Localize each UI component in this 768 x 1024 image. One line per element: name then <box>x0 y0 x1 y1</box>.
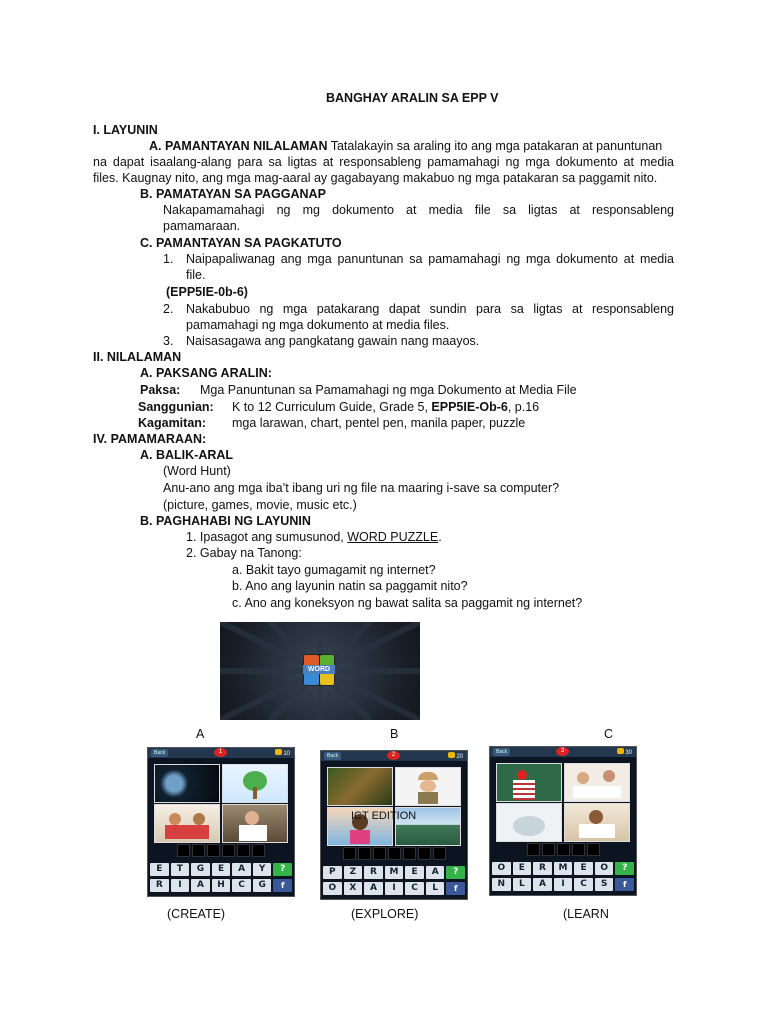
picture-brain <box>496 803 562 842</box>
hint-key: ? <box>273 863 292 876</box>
list-item-3: Naisasagawa ang pangkatang gawain nang maayos. <box>186 334 480 348</box>
letter-key: A <box>191 879 210 892</box>
balik-aral-question: Anu-ano ang mga iba’t ibang uri ng file na maaring i-save sa computer? <box>163 481 560 495</box>
picture-explorer <box>395 767 461 806</box>
objective-c-label: C. PAMANTAYAN SA PAGKATUTO <box>140 236 342 250</box>
game-screenshot-b <box>320 750 468 900</box>
list-number: 1. <box>163 252 174 266</box>
letter-key: M <box>385 866 404 879</box>
coin-counter <box>448 752 463 761</box>
facebook-key: f <box>615 878 634 891</box>
letter-key: R <box>364 866 383 879</box>
letter-key: H <box>212 879 231 892</box>
letter-key: M <box>554 862 573 875</box>
letter-key: E <box>405 866 424 879</box>
letter-key: I <box>554 878 573 891</box>
letter-key: T <box>171 863 190 876</box>
answer-slots <box>148 844 294 857</box>
document-title: BANGHAY ARALIN SA EPP V <box>326 91 499 105</box>
hint-key: ? <box>615 862 634 875</box>
letter-key: E <box>150 863 169 876</box>
letter-key: C <box>232 879 251 892</box>
question-a: a. Bakit tayo gumagamit ng internet? <box>232 563 436 577</box>
coin-value: 20 <box>456 754 463 760</box>
level-badge: 3 <box>556 747 569 756</box>
letter-key: R <box>533 862 552 875</box>
picture-kids-study <box>154 804 220 843</box>
picture-forest <box>327 767 393 806</box>
facebook-key: f <box>273 879 292 892</box>
word-hunt-text: (Word Hunt) <box>163 464 231 478</box>
picture-network-tree <box>222 764 288 803</box>
letter-key: E <box>212 863 231 876</box>
section-2-heading: II. NILALAMAN <box>93 350 182 364</box>
letter-key: I <box>385 882 404 895</box>
back-button: Back <box>324 752 341 760</box>
step-2: 2. Gabay na Tanong: <box>186 546 302 560</box>
list-number: 3. <box>163 334 174 348</box>
objective-a-label: A. PAMANTAYAN NILALAMAN <box>149 139 328 153</box>
letter-key: G <box>191 863 210 876</box>
competency-code: (EPP5IE-0b-6) <box>166 285 248 299</box>
objective-a-text: Tatalakayin sa araling ito ang mga patakaran at panuntunan <box>330 139 663 153</box>
letter-key: C <box>405 882 424 895</box>
step-1-period: . <box>438 530 442 544</box>
letter-row-2 <box>323 882 465 895</box>
balik-aral-label: A. BALIK-ARAL <box>140 448 234 462</box>
coin-value: 30 <box>625 750 632 756</box>
list-item-2: Nakabubuo ng mga patakarang dapat sundin para sa ligtas at responsableng <box>186 302 674 316</box>
label-b: B <box>390 727 399 741</box>
coin-counter <box>275 749 290 758</box>
back-button: Back <box>493 748 510 756</box>
picture-man-laptop <box>222 804 288 843</box>
letter-row-1 <box>150 863 292 876</box>
answer-slots <box>321 847 467 860</box>
paksa-value: Mga Panuntunan sa Pamamahagi ng mga Dokumento at Media File <box>200 383 577 397</box>
label-a: A <box>196 727 205 741</box>
list-item-1: Naipapaliwanag ang mga panuntunan sa pamamahagi ng mga dokumento at media <box>186 252 674 266</box>
game-screenshot-a <box>147 747 295 897</box>
sanggunian-value <box>232 399 539 415</box>
letter-key: I <box>171 879 190 892</box>
kagamitan-value: mga larawan, chart, pentel pen, manila paper, puzzle <box>232 416 526 430</box>
letter-row-2 <box>150 879 292 892</box>
sanggunian-code: EPP5IE-Ob-6 <box>431 400 508 414</box>
app-logo-word: WORD <box>303 665 335 674</box>
list-item-2-line2: pamamahagi ng mga dokumento at media files. <box>186 318 450 332</box>
caption-create: (CREATE) <box>167 907 226 921</box>
answer-slots <box>490 843 636 856</box>
letter-key: A <box>426 866 445 879</box>
section-4-heading: IV. PAMAMARAAN: <box>93 432 207 446</box>
letter-key: O <box>323 882 342 895</box>
letter-key: N <box>492 878 511 891</box>
coin-value: 10 <box>283 751 290 757</box>
letter-key: G <box>253 879 272 892</box>
hint-key: ? <box>446 866 465 879</box>
step-1 <box>186 529 442 545</box>
facebook-key: f <box>446 882 465 895</box>
level-badge: 1 <box>214 748 227 757</box>
objective-a-text-line2: na dapat isaalang-alang para sa ligtas at responsableng pamamahagi ng mga dokumento at media <box>93 155 674 169</box>
question-b: b. Ano ang layunin natin sa paggamit nito? <box>232 579 468 593</box>
objective-b-text-line2: pamamaraan. <box>163 219 241 233</box>
letter-row-1 <box>323 866 465 879</box>
letter-key: E <box>513 862 532 875</box>
section-1-heading: I. LAYUNIN <box>93 123 158 137</box>
game-screenshot-c <box>489 746 637 896</box>
letter-key: A <box>533 878 552 891</box>
coin-icon <box>617 748 624 754</box>
letter-key: X <box>344 882 363 895</box>
kagamitan-label: Kagamitan: <box>138 416 207 430</box>
objective-a-text-line3: files. Kaugnay nito, ang mga mag-aaral ay gagabayang makabuo ng mga patakaran sa paggamit nito. <box>93 171 658 185</box>
letter-key: S <box>595 878 614 891</box>
letter-key: Z <box>344 866 363 879</box>
letter-key: O <box>595 862 614 875</box>
sanggunian-label: Sanggunian: <box>138 400 214 414</box>
letter-key: P <box>323 866 342 879</box>
letter-key: E <box>574 862 593 875</box>
picture-earth <box>154 764 220 803</box>
letter-key: L <box>513 878 532 891</box>
objective-b-text: Nakapamamahagi ng mg dokumento at media file sa ligtas at responsableng <box>163 203 674 217</box>
paghahabi-label: B. PAGHAHABI NG LAYUNIN <box>140 514 311 528</box>
label-c: C <box>604 727 614 741</box>
picture-books-apple <box>496 763 562 802</box>
back-button: Back <box>151 749 168 757</box>
letter-key: A <box>232 863 251 876</box>
letter-row-1 <box>492 862 634 875</box>
paksa-label: Paksa: <box>140 383 181 397</box>
coin-counter <box>617 748 632 757</box>
objective-b-label: B. PAMATAYAN SA PAGGANAP <box>140 187 326 201</box>
list-number: 2. <box>163 302 174 316</box>
objective-a <box>149 138 662 154</box>
letter-key: C <box>574 878 593 891</box>
balik-aral-answer: (picture, games, movie, music etc.) <box>163 498 357 512</box>
sanggunian-page: , p.16 <box>507 400 540 414</box>
ict-edition-overlay: ICT EDITION <box>351 810 417 822</box>
coin-icon <box>448 752 455 758</box>
word-puzzle-link: WORD PUZZLE <box>347 530 439 544</box>
level-badge: 2 <box>387 751 400 760</box>
letter-row-2 <box>492 878 634 891</box>
letter-key: R <box>150 879 169 892</box>
letter-key: A <box>364 882 383 895</box>
list-item-1-line2: file. <box>186 268 206 282</box>
picture-teacher-student <box>564 763 630 802</box>
picture-boy-reading <box>564 803 630 842</box>
caption-explore: (EXPLORE) <box>351 907 419 921</box>
coin-icon <box>275 749 282 755</box>
caption-learn: (LEARN <box>563 907 609 921</box>
letter-key: O <box>492 862 511 875</box>
question-c: c. Ano ang koneksyon ng bawat salita sa paggamit ng internet? <box>232 596 583 610</box>
sanggunian-text: K to 12 Curriculum Guide, Grade 5, <box>232 400 428 414</box>
letter-key: Y <box>253 863 272 876</box>
paksang-aralin-label: A. PAKSANG ARALIN: <box>140 366 272 380</box>
letter-key: L <box>426 882 445 895</box>
step-1-text: 1. Ipasagot ang sumusunod, <box>186 530 344 544</box>
